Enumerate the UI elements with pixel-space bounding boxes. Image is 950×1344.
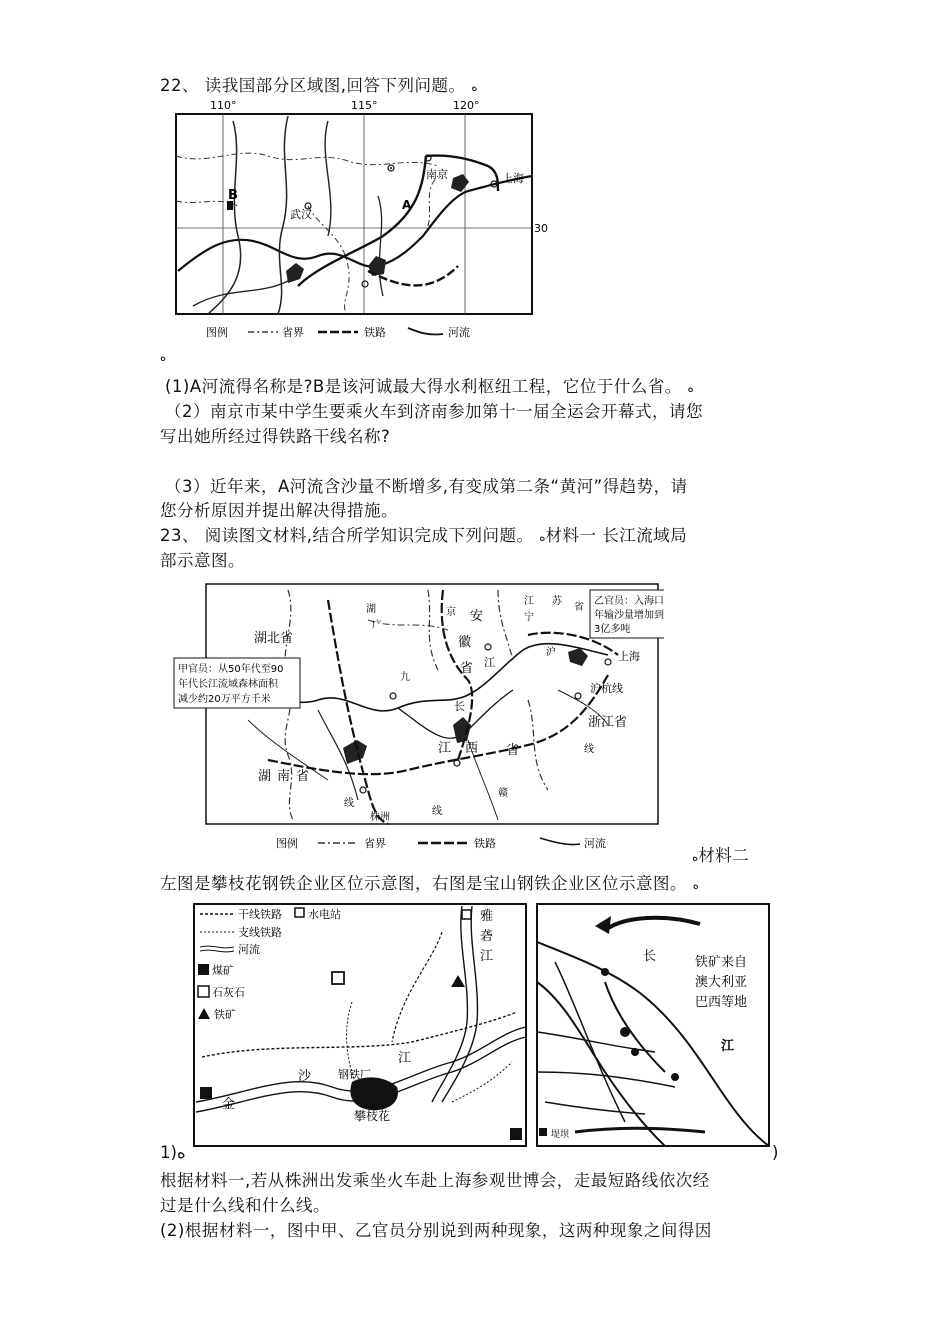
svg-text:赣: 赣 — [498, 788, 508, 799]
svg-text:苏: 苏 — [552, 596, 562, 607]
svg-text:年输沙量增加到: 年输沙量增加到 — [594, 610, 664, 621]
svg-text:长: 长 — [643, 949, 657, 964]
svg-text:长: 长 — [454, 700, 465, 713]
svg-text:江: 江 — [484, 656, 495, 669]
label-jiangxi-1: 江 — [438, 741, 452, 756]
yangtze-basin-map — [168, 580, 664, 852]
svg-text:干线铁路: 干线铁路 — [238, 908, 282, 921]
label-B: B — [228, 188, 238, 203]
label-anhui-2: 徽 — [458, 635, 472, 650]
q22-sub3-line2: 您分析原因并提出解决得措施。 — [160, 501, 398, 520]
label-zhejiang: 浙江省 — [588, 715, 628, 730]
svg-text:金: 金 — [222, 1097, 236, 1112]
svg-text:株洲: 株洲 — [370, 812, 390, 823]
svg-text:水电站: 水电站 — [308, 908, 341, 921]
svg-text:3亿多吨: 3亿多吨 — [594, 624, 631, 635]
material2-label: ﻩ材料二 — [692, 846, 750, 865]
label-nanjing: 南京 — [426, 168, 448, 181]
q22-sub2-line2: 写出她所经过得铁路干线名称? — [160, 427, 391, 446]
svg-text:雅: 雅 — [480, 909, 494, 924]
svg-text:年代长江流域森林面积: 年代长江流域森林面积 — [178, 679, 278, 690]
svg-text:省: 省 — [574, 602, 584, 613]
lat-30: 30 — [534, 222, 548, 235]
svg-text:沪杭线: 沪杭线 — [590, 682, 623, 695]
q22-legend — [206, 325, 470, 339]
q22-sub3-line1: （3）近年来，A河流含沙量不断增多,有变成第二条“黄河”得趋势，请 — [165, 477, 688, 496]
q22-region-map — [168, 96, 560, 346]
svg-text:砻: 砻 — [480, 929, 494, 944]
svg-text:广: 广 — [372, 620, 382, 631]
svg-text:江: 江 — [398, 1051, 412, 1066]
svg-text:江: 江 — [721, 1039, 735, 1054]
svg-text:铁矿来自: 铁矿来自 — [695, 955, 748, 970]
svg-text:堤坝: 堤坝 — [551, 1130, 570, 1140]
lon-120: 120° — [453, 99, 480, 112]
svg-text:河流: 河流 — [448, 326, 470, 339]
svg-text:巴西等地: 巴西等地 — [695, 995, 748, 1010]
q22-title: 22、 读我国部分区域图,回答下列问题。 ﻩ — [160, 76, 478, 95]
q23-sub1-line2: 过是什么线和什么线。 — [160, 1196, 330, 1215]
svg-text:河流: 河流 — [584, 837, 606, 850]
svg-text:甲官员：从50年代至90: 甲官员：从50年代至90 — [178, 664, 284, 675]
q23-sub1-mark: 1)ﻩ — [160, 1143, 186, 1162]
svg-text:减少约20万平方千米: 减少约20万平方千米 — [178, 694, 271, 705]
svg-text:攀枝花: 攀枝花 — [354, 1109, 391, 1123]
q22-sub1: (1)A河流得名称是?B是该河诚最大得水利枢纽工程，它位于什么省。 ﻩ — [165, 377, 694, 396]
svg-text:宁: 宁 — [524, 612, 534, 623]
baoshan-steel-map — [535, 902, 771, 1148]
material2-text: 左图是攀枝花钢铁企业区位示意图，右图是宝山钢铁企业区位示意图。 ﻩ — [160, 874, 700, 893]
svg-text:钢铁厂: 钢铁厂 — [338, 1068, 371, 1081]
svg-text:图例: 图例 — [206, 326, 228, 339]
label-anhui-1: 安 — [470, 609, 484, 624]
label-jiangxi-2: 西 — [465, 741, 479, 756]
svg-text:铁路: 铁路 — [474, 837, 496, 850]
label-A: A — [402, 198, 412, 212]
svg-text:沪: 沪 — [546, 647, 556, 658]
svg-text:铁矿: 铁矿 — [214, 1008, 236, 1021]
label-hubei: 湖北省 — [254, 631, 294, 646]
svg-text:线: 线 — [432, 806, 442, 817]
after-map-mark: ﻩ — [160, 350, 167, 364]
q22-sub2-line1: （2）南京市某中学生要乘火车到济南参加第十一届全运会开幕式，请您 — [165, 402, 703, 421]
q23-title-line2: 部示意图。 — [160, 551, 245, 570]
label-anhui-3: 省 — [460, 661, 474, 676]
label-shanghai: 上海 — [502, 172, 524, 185]
label-jiangxi-3: 省 — [506, 743, 520, 758]
q23-sub1-end: ) — [772, 1143, 779, 1162]
svg-text:煤矿: 煤矿 — [212, 964, 234, 977]
svg-text:湖: 湖 — [366, 604, 376, 615]
svg-text:支线铁路: 支线铁路 — [238, 926, 282, 939]
svg-text:线: 线 — [584, 744, 594, 755]
svg-text:沙: 沙 — [298, 1069, 312, 1084]
svg-text:省界: 省界 — [364, 837, 386, 850]
svg-text:线: 线 — [344, 798, 354, 809]
official-jia-box — [174, 658, 300, 708]
q23-title-line1: 23、 阅读图文材料,结合所学知识完成下列问题。 ﻩ材料一 长江流域局 — [160, 526, 688, 545]
panzhihua-steel-map — [192, 902, 528, 1148]
lon-115: 115° — [351, 99, 378, 112]
svg-text:河流: 河流 — [238, 943, 260, 956]
svg-text:京: 京 — [446, 607, 456, 618]
svg-text:江: 江 — [524, 596, 534, 607]
svg-text:石灰石: 石灰石 — [212, 986, 245, 999]
q23-legend — [276, 836, 606, 850]
svg-text:九: 九 — [400, 672, 410, 683]
label-wuhan: 武汉 — [290, 208, 312, 221]
svg-text:省界: 省界 — [282, 326, 304, 339]
label-hunan: 湖南省 — [258, 769, 316, 784]
lon-110: 110° — [210, 99, 237, 112]
svg-text:上海: 上海 — [618, 650, 640, 663]
q23-sub2: (2)根据材料一，图中甲、乙官员分别说到两种现象，这两种现象之间得因 — [160, 1221, 712, 1240]
svg-text:乙官员：入海口: 乙官员：入海口 — [594, 596, 664, 607]
svg-text:澳大利亚: 澳大利亚 — [695, 975, 748, 990]
svg-text:图例: 图例 — [276, 837, 298, 850]
official-yi-box — [590, 590, 664, 638]
q23-sub1-line1: 根据材料一,若从株洲出发乘坐火车赴上海参观世博会，走最短路线依次经 — [160, 1171, 710, 1190]
svg-text:江: 江 — [480, 949, 494, 964]
svg-text:铁路: 铁路 — [364, 326, 386, 339]
